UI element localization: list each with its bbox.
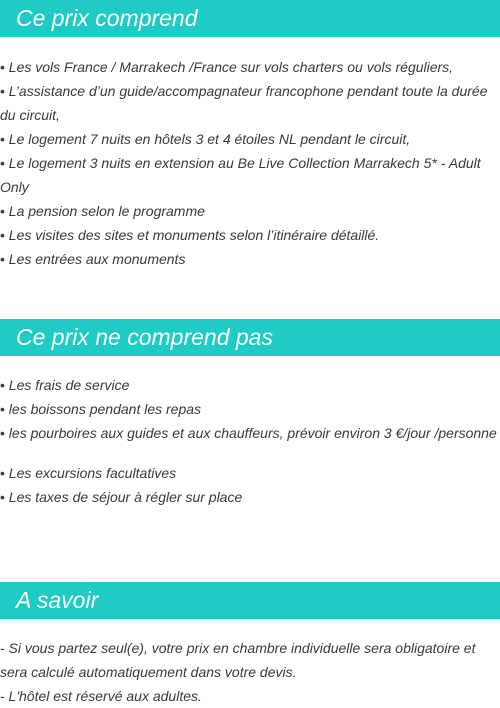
bullet-icon: •: [0, 465, 5, 481]
list-item: • L’assistance d’un guide/accompagnateur francophone pendant toute la durée du circuit,: [0, 83, 488, 123]
bullet-icon: •: [0, 251, 5, 267]
bullet-icon: •: [0, 131, 5, 147]
list-item: - L'hôtel est réservé aux adultes.: [0, 688, 202, 704]
bullet-icon: •: [0, 203, 5, 219]
bullet-icon: •: [0, 489, 5, 505]
bullet-icon: •: [0, 227, 5, 243]
list-item: • les boissons pendant les repas: [0, 401, 202, 417]
list-item: • Les visites des sites et monuments selon l’itinéraire détaillé.: [0, 227, 380, 243]
included-list: [0, 55, 500, 271]
not-included-list: [0, 373, 500, 509]
list-item: • les pourboires aux guides et aux chauffeurs, prévoir environ 3 €/jour /personne: [0, 425, 497, 441]
good-to-know-list: [0, 636, 500, 708]
list-item: • Le logement 3 nuits en extension au Be Live Collection Marrakech 5* - Adult Only: [0, 155, 481, 195]
section-title-not-included: Ce prix ne comprend pas: [0, 319, 500, 356]
bullet-icon: •: [0, 155, 5, 171]
section-title-good-to-know: A savoir: [0, 582, 500, 619]
list-item: • Le logement 7 nuits en hôtels 3 et 4 étoiles NL pendant le circuit,: [0, 131, 411, 147]
list-item: - Si vous partez seul(e), votre prix en chambre individuelle sera obligatoire et sera calculé automatiquement dans votre devis.: [0, 640, 476, 680]
bullet-icon: •: [0, 377, 5, 393]
bullet-icon: •: [0, 59, 5, 75]
bullet-icon: •: [0, 425, 5, 441]
list-item: • Les taxes de séjour à régler sur place: [0, 489, 243, 505]
list-item: • Les entrées aux monuments: [0, 251, 186, 267]
bullet-icon: •: [0, 401, 5, 417]
list-item: • Les excursions facultatives: [0, 465, 177, 481]
list-item: • Les vols France / Marrakech /France sur vols charters ou vols réguliers,: [0, 59, 454, 75]
section-title-included: Ce prix comprend: [0, 0, 500, 37]
list-item: • Les frais de service: [0, 377, 130, 393]
bullet-icon: •: [0, 83, 5, 99]
list-item: • La pension selon le programme: [0, 203, 205, 219]
